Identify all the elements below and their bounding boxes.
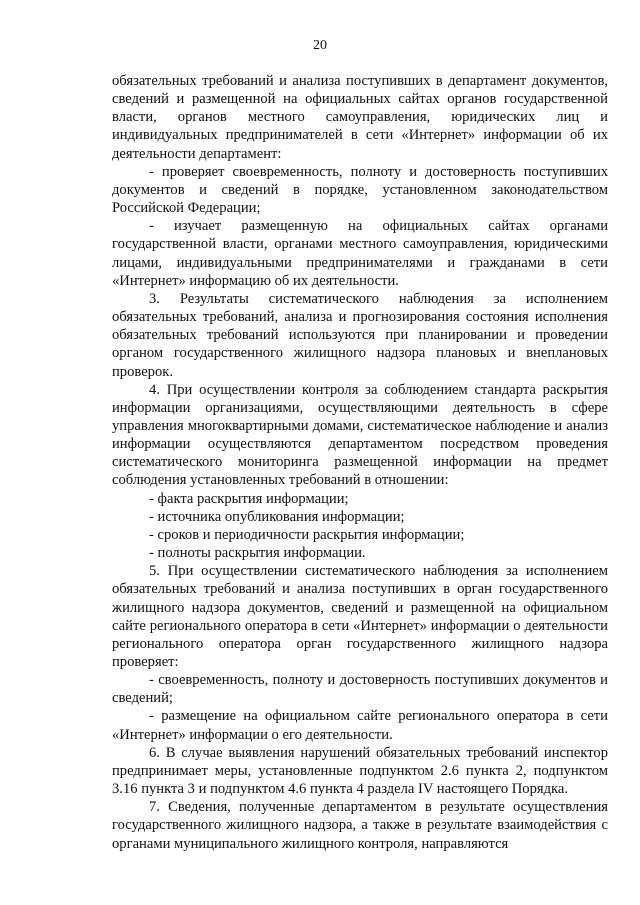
list-item: - размещение на официальном сайте регионального оператора в сети «Интернет» информации о его деятельности. [112, 708, 608, 743]
list-item: - источника опубликования информации; [149, 508, 405, 525]
list-item: - сроков и периодичности раскрытия информации; [149, 526, 465, 543]
document-body [112, 72, 608, 853]
list-item: - изучает размещенную на официальных сайтах органами государственной власти, органами местного самоуправления, юридическими лицами, индивидуальными предпринимателями и гражданами в сети «Интернет» информацию об их деятельности. [112, 218, 608, 289]
paragraph-6: 6. В случае выявления нарушений обязательных требований инспектор предпринимает меры, установленные подпунктом 2.6 пункта 2, подпунктом 3.16 пункта 3 и подпунктом 4.6 пункта 4 раздела IV настоящего Порядка. [112, 744, 608, 798]
list-item: - полноты раскрытия информации. [149, 545, 366, 562]
paragraph-5: 5. При осуществлении систематического наблюдения за исполнением обязательных требований и анализа поступивших в орган государственного жилищного надзора документов, сведений и размещенной на официальном сайте регионального оператора в сети «Интернет» информации о деятельности регионального оператора орган государственного жилищного надзора проверяет: [112, 563, 608, 670]
paragraph-4: 4. При осуществлении контроля за соблюдением стандарта раскрытия информации организациями, осуществляющими деятельность в сфере управления многоквартирными домами, систематическое наблюдение и анализ информации осуществляются департаментом посредством проведения систематического мониторинга размещенной информации на предмет соблюдения установленных требований в отношении: [112, 381, 608, 489]
list-item: - проверяет своевременность, полноту и достоверность поступивших документов и сведений в порядке, установленном законодательством Российской Федерации; [112, 163, 608, 217]
page-number: 20 [313, 38, 327, 53]
list-item: - факта раскрытия информации; [149, 490, 349, 507]
paragraph-7: 7. Сведения, полученные департаментом в результате осуществления государственного жилищного надзора, а также в результате взаимодействия с органами муниципального жилищного контроля, направляются [112, 799, 608, 852]
list-item: - своевременность, полноту и достоверность поступивших документов и сведений; [112, 672, 608, 707]
paragraph-3: 3. Результаты систематического наблюдения за исполнением обязательных требований, анализа и прогнозирования состояния исполнения обязательных требований используются при планировании и проведении органом государственного жилищного надзора плановых и внеплановых проверок. [112, 290, 608, 380]
paragraph-continuation: обязательных требований и анализа поступивших в департамент документов, сведений и размещенной на официальных сайтах органов государственной власти, органов местного самоуправления, юридических лиц и индивидуальных предпринимателей в сети «Интернет» информации об их деятельности департамент: [112, 73, 608, 162]
